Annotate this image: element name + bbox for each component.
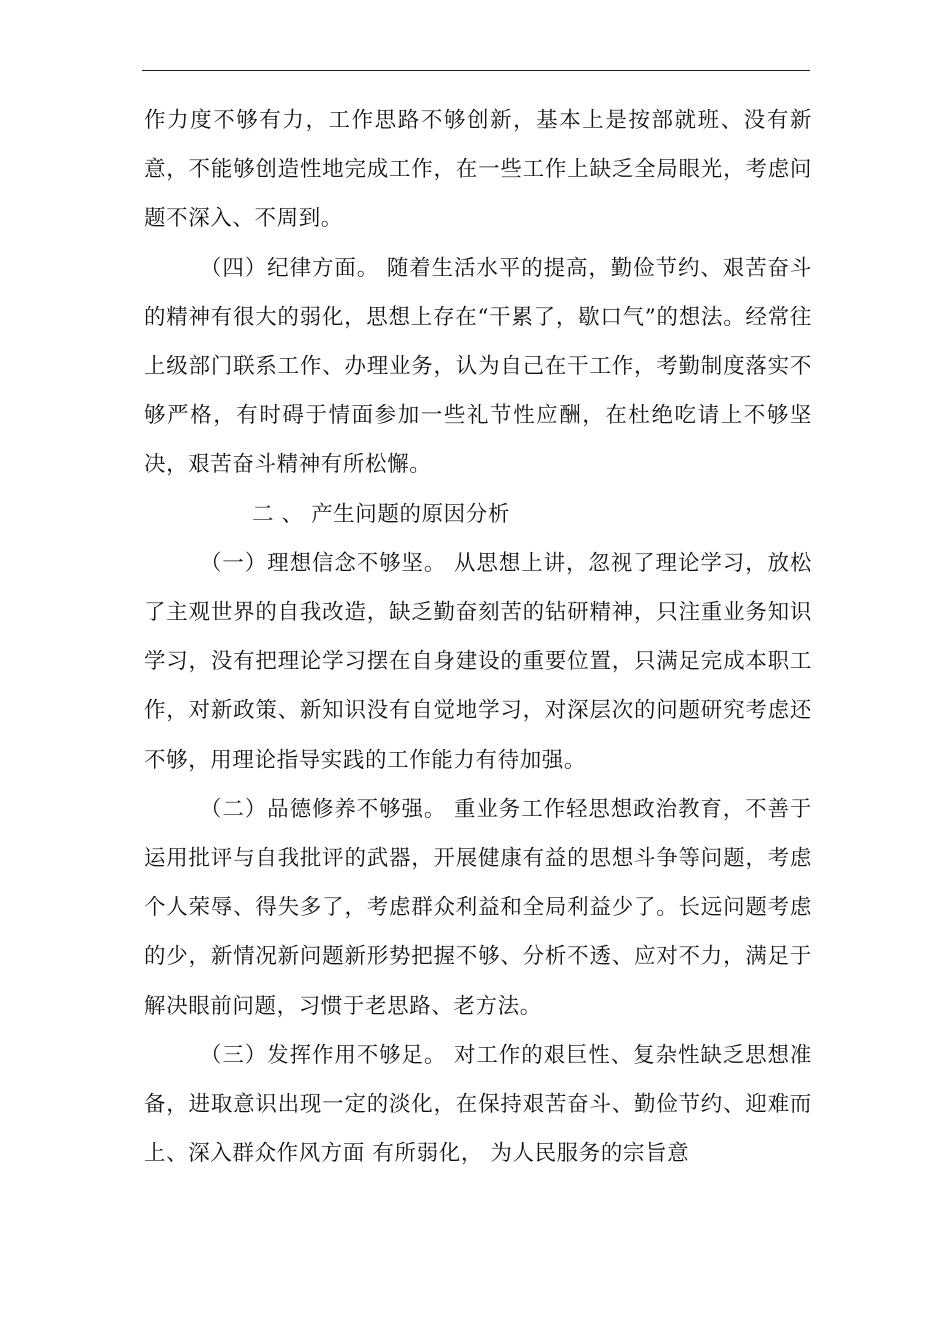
paragraph-ideals-belief: （一）理想信念不够坚。 从思想上讲，忽视了理论学习，放松了主观世界的自我改造，缺乏勤奋刻苦的钻研精神，只注重业务知识学习，没有把理论学习摆在自身建设的重要位置，只满足完成本职工作，对新政策、新知识没有自觉地学习，对深层次的问题研究考虑还不够，用理论指导实践的工作能力有待加强。 [144,550,812,773]
paragraph-role-play: （三）发挥作用不够足。 对工作的艰巨性、复杂性缺乏思想准备，进取意识出现一定的淡化，在保持艰苦奋斗、勤俭节约、迎难而上、深入群众作风方面 有所弱化， 为人民服务的宗旨意 [144,1042,812,1167]
paragraph-moral-cultivation: （二）品德修养不够强。 重业务工作轻思想政治教育，不善于运用批评与自我批评的武器，开展健康有益的思想斗争等问题，考虑个人荣辱、得失多了，考虑群众利益和全局利益少了。长远问题考虑的少，新情况新问题新形势把握不够、分析不透、应对不力，满足于解决眼前问题，习惯于老思路、老方法。 [144,796,812,1019]
paragraph-discipline: （四）纪律方面。 随着生活水平的提高，勤俭节约、艰苦奋斗的精神有很大的弱化，思想上存在“干累了，歇口气”的想法。经常往上级部门联系工作、办理业务，认为自己在干工作，考勤制度落实不够严格，有时碍于情面参加一些礼节性应酬，在杜绝吃请上不够坚决，艰苦奋斗精神有所松懈。 [144,255,812,478]
section-heading-causes: 二 、 产生问题的原因分析 [252,501,510,527]
document-body [144,96,812,1178]
paragraph-continuation: 作力度不够有力，工作思路不够创新，基本上是按部就班、没有新意，不能够创造性地完成工作，在一些工作上缺乏全局眼光，考虑问题不深入、不周到。 [144,108,812,232]
header-rule [142,70,810,71]
